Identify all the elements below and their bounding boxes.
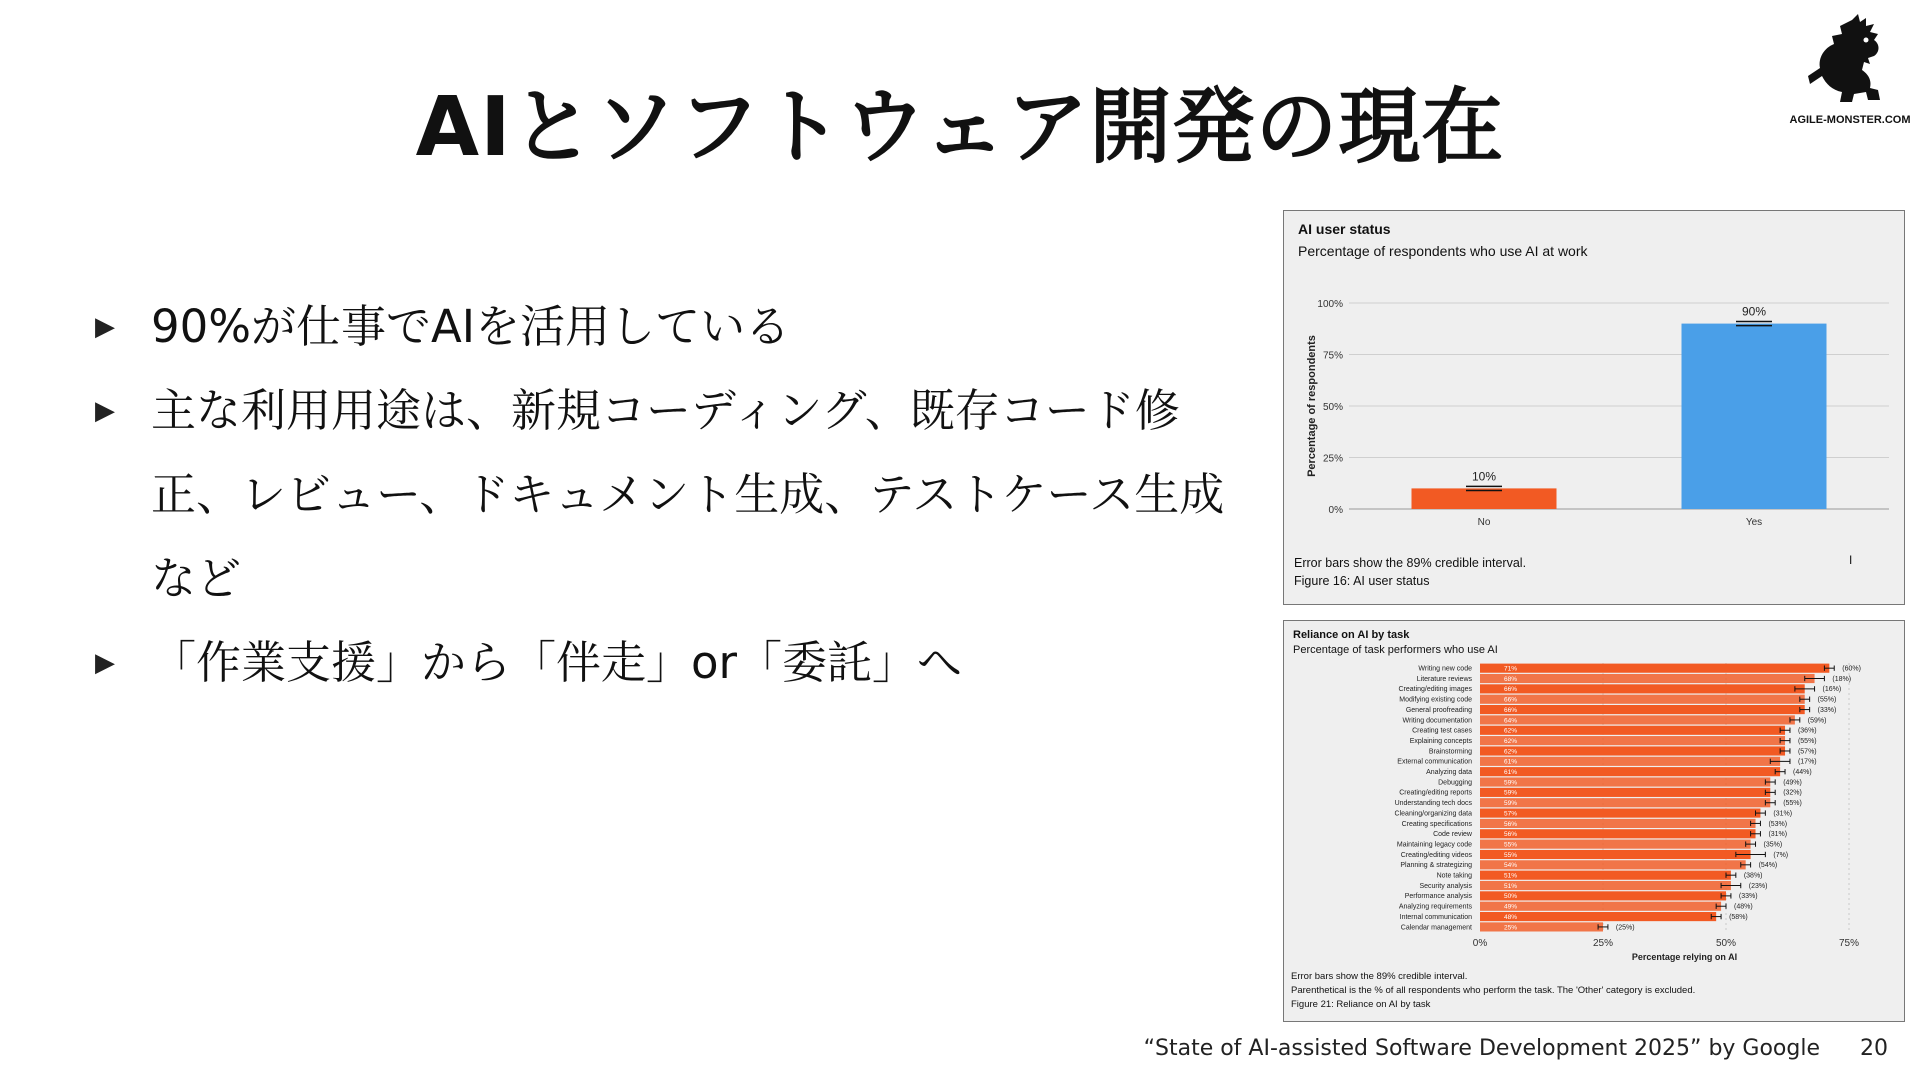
respondent-share-label: (54%)	[1758, 862, 1778, 870]
data-label: 55%	[1504, 841, 1518, 849]
data-label: 57%	[1504, 810, 1518, 818]
y-tick-label: 0%	[1328, 505, 1343, 516]
chart-title: AI user status	[1298, 221, 1391, 237]
bullet-arrow-icon: ▶	[95, 648, 115, 678]
x-tick-label: Yes	[1745, 517, 1763, 528]
bar	[1480, 757, 1780, 766]
category-label: Code review	[1433, 831, 1472, 839]
bullet-arrow-icon: ▶	[95, 396, 115, 426]
page-number: 20	[1860, 1036, 1888, 1061]
category-label: Creating/editing videos	[1400, 851, 1472, 859]
x-tick-label: 25%	[1592, 938, 1614, 950]
data-label: 56%	[1504, 831, 1518, 839]
source-citation: “State of AI-assisted Software Development 2025” by Google	[1143, 1036, 1820, 1061]
bar	[1480, 871, 1731, 880]
category-label: General proofreading	[1405, 706, 1472, 714]
bar	[1480, 684, 1805, 693]
category-label: Modifying existing code	[1399, 696, 1472, 704]
y-tick-label: 100%	[1317, 299, 1343, 310]
respondent-share-label: (49%)	[1783, 779, 1802, 787]
bar	[1480, 705, 1805, 714]
bullet-item	[95, 621, 1265, 705]
data-label: 50%	[1504, 893, 1518, 901]
reliance-by-task-chart	[1284, 659, 1904, 963]
bar	[1480, 798, 1770, 807]
category-label: Explaining concepts	[1409, 737, 1472, 745]
respondent-share-label: (44%)	[1793, 769, 1812, 776]
category-label: Literature reviews	[1416, 675, 1472, 683]
data-label: 68%	[1504, 675, 1518, 683]
data-label: 66%	[1504, 696, 1518, 704]
bar	[1480, 819, 1756, 828]
bar	[1682, 324, 1827, 509]
figure-caption: Figure 16: AI user status	[1294, 574, 1430, 588]
bar	[1480, 881, 1731, 890]
data-label: 66%	[1504, 706, 1518, 714]
category-label: Cleaning/organizing data	[1394, 810, 1472, 818]
respondent-share-label: (17%)	[1797, 758, 1817, 766]
respondent-share-label: (33%)	[1738, 893, 1758, 901]
bar	[1480, 788, 1770, 797]
category-label: Maintaining legacy code	[1396, 841, 1472, 849]
category-label: Writing documentation	[1402, 717, 1472, 725]
chart-note: Error bars show the 89% credible interval.	[1291, 971, 1468, 982]
category-label: Brainstorming	[1428, 748, 1472, 756]
bar	[1480, 809, 1760, 818]
data-label: 59%	[1504, 789, 1518, 797]
bar	[1480, 777, 1770, 786]
category-label: Analyzing data	[1426, 769, 1472, 776]
respondent-share-label: (55%)	[1817, 696, 1837, 704]
category-label: Security analysis	[1419, 882, 1472, 890]
figure-caption: Figure 21: Reliance on AI by task	[1291, 999, 1431, 1010]
bar	[1480, 664, 1829, 673]
category-label: Analyzing requirements	[1398, 903, 1472, 911]
chart-note-parenthetical: Parenthetical is the % of all respondents who perform the task. The 'Other' category is excluded.	[1291, 985, 1696, 996]
category-label: Understanding tech docs	[1394, 800, 1472, 808]
bar	[1480, 829, 1756, 838]
category-label: Calendar management	[1400, 924, 1472, 932]
data-label: 10%	[1471, 469, 1497, 484]
respondent-share-label: (55%)	[1797, 737, 1817, 745]
respondent-share-label: (25%)	[1615, 924, 1635, 932]
respondent-share-label: (53%)	[1768, 820, 1788, 828]
bullet-arrow-icon: ▶	[95, 312, 115, 342]
y-tick-label: 75%	[1322, 350, 1343, 362]
x-tick-label: 75%	[1838, 938, 1860, 950]
respondent-share-label: (48%)	[1734, 903, 1753, 911]
respondent-share-label: (59%)	[1807, 717, 1827, 725]
data-label: 55%	[1504, 851, 1518, 859]
bar	[1480, 736, 1785, 745]
category-label: Creating specifications	[1401, 820, 1472, 828]
data-label: 62%	[1504, 737, 1518, 745]
data-label: 59%	[1504, 779, 1518, 787]
bullet-text: 90%が仕事でAIを活用している	[151, 300, 791, 353]
chart-note: Error bars show the 89% credible interval.	[1294, 556, 1527, 570]
category-label: Writing new code	[1418, 665, 1472, 673]
category-label: Internal communication	[1399, 913, 1472, 921]
bar	[1480, 746, 1785, 755]
bullet-item	[95, 369, 1265, 621]
data-label: 61%	[1504, 769, 1518, 776]
respondent-share-label: (7%)	[1773, 851, 1789, 859]
chart-subtitle: Percentage of respondents who use AI at work	[1298, 243, 1588, 259]
data-label: 64%	[1504, 717, 1518, 725]
x-tick-label: 0%	[1472, 938, 1488, 950]
data-label: 25%	[1504, 924, 1518, 932]
category-label: Creating/editing images	[1398, 686, 1472, 694]
bar	[1480, 922, 1603, 931]
respondent-share-label: (38%)	[1743, 872, 1763, 880]
data-label: 59%	[1504, 800, 1518, 808]
bar	[1480, 715, 1795, 724]
data-label: 71%	[1504, 665, 1518, 673]
respondent-share-label: (55%)	[1783, 800, 1802, 808]
bullet-list	[95, 285, 1265, 705]
respondent-share-label: (18%)	[1832, 675, 1852, 683]
respondent-share-label: (32%)	[1783, 789, 1802, 797]
reliance-by-task-panel	[1283, 620, 1905, 1022]
bar	[1480, 840, 1751, 849]
category-label: Performance analysis	[1404, 893, 1472, 901]
respondent-share-label: (33%)	[1817, 706, 1837, 714]
logo-text: AGILE-MONSTER.COM	[1789, 114, 1911, 126]
bullet-text: 「作業支援」から「伴走」or「委託」へ	[151, 636, 963, 689]
bar	[1480, 860, 1746, 869]
y-tick-label: 50%	[1322, 402, 1343, 413]
category-label: Creating/editing reports	[1399, 789, 1472, 797]
bullet-item	[95, 285, 1265, 369]
category-label: Debugging	[1438, 779, 1472, 787]
respondent-share-label: (58%)	[1729, 913, 1748, 921]
respondent-share-label: (60%)	[1842, 665, 1861, 673]
x-axis-label: Percentage relying on AI	[1631, 952, 1738, 963]
ai-user-status-panel	[1283, 210, 1905, 605]
data-label: 51%	[1504, 882, 1518, 890]
bar	[1480, 726, 1785, 735]
respondent-share-label: (31%)	[1768, 831, 1788, 839]
category-label: Note taking	[1436, 872, 1472, 880]
data-label: 56%	[1504, 820, 1518, 828]
bar	[1480, 850, 1751, 859]
monster-icon	[1808, 14, 1892, 104]
bullet-text: 主な利用用途は、新規コーディング、既存コード修正、レビュー、ドキュメント生成、テストケース生成など	[151, 384, 1225, 605]
respondent-share-label: (31%)	[1773, 810, 1793, 818]
data-label: 61%	[1504, 758, 1518, 766]
y-tick-label: 25%	[1322, 453, 1343, 465]
data-label: 54%	[1504, 862, 1518, 870]
data-label: 66%	[1504, 686, 1518, 694]
data-label: 90%	[1741, 304, 1767, 319]
chart-title: Reliance on AI by task	[1293, 629, 1410, 641]
respondent-share-label: (57%)	[1797, 748, 1817, 756]
respondent-share-label: (35%)	[1763, 841, 1783, 849]
x-tick-label: 50%	[1715, 938, 1737, 950]
bar	[1480, 674, 1815, 683]
chart-subtitle: Percentage of task performers who use AI	[1293, 644, 1498, 656]
x-tick-label: No	[1477, 517, 1491, 528]
bar	[1412, 488, 1557, 509]
ai-user-status-chart	[1284, 261, 1904, 528]
data-label: 62%	[1504, 748, 1518, 756]
data-label: 51%	[1504, 872, 1518, 880]
respondent-share-label: (36%)	[1797, 727, 1817, 735]
respondent-share-label: (16%)	[1822, 686, 1842, 694]
text-cursor-mark: I	[1849, 553, 1853, 567]
y-axis-label: Percentage of respondents	[1306, 335, 1318, 477]
data-label: 48%	[1504, 913, 1518, 921]
category-label: External communication	[1397, 758, 1472, 766]
category-label: Creating test cases	[1412, 727, 1472, 735]
slide-title: AIとソフトウェア開発の現在	[415, 80, 1505, 175]
bar	[1480, 695, 1805, 704]
bar	[1480, 767, 1780, 776]
data-label: 62%	[1504, 727, 1518, 735]
data-label: 49%	[1504, 903, 1518, 911]
category-label: Planning & strategizing	[1400, 862, 1472, 870]
respondent-share-label: (23%)	[1748, 882, 1768, 890]
